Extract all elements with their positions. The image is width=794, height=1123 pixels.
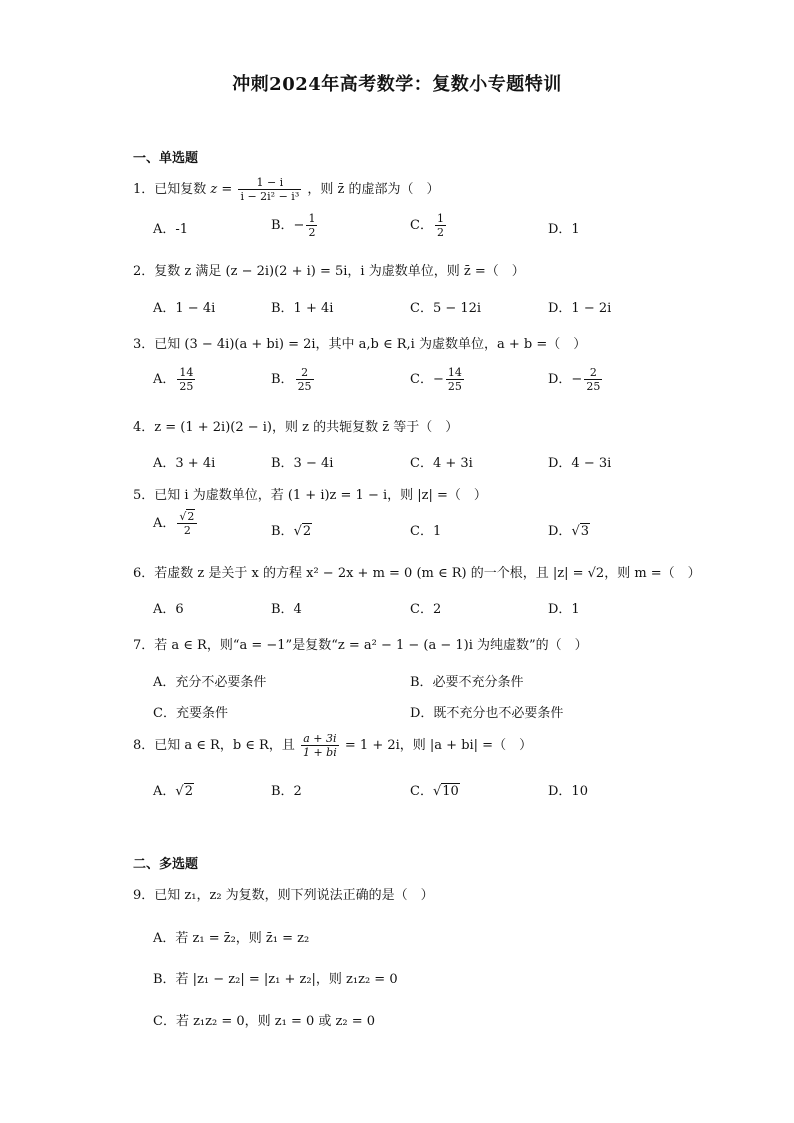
q5-option-a-frac [177,510,197,537]
q8-c-rad: 10 [442,784,459,799]
question-4: 4．z = (1 + 2i)(2 − i)，则 z 的共轭复数 z̄ 等于（ ） [133,420,459,435]
q5-a-den: 2 [183,524,191,537]
q1-z-eq: z = [210,182,233,197]
q5-d-rad: 3 [580,524,590,539]
q1-prefix: 1．已知复数 [133,182,207,197]
q5-a-num: √2 [177,510,197,524]
q4-option-a[interactable]: A．3 + 4i [153,456,216,471]
q3-d-den: 25 [586,380,601,393]
question-7: 7．若 a ∈ R，则“a = −1”是复数“z = a² − 1 − (a − 1)i 为纯虚数”的（ ） [133,638,588,653]
q8-a-rad: 2 [184,784,193,799]
q3-d-num: 2 [584,366,602,380]
q1-option-b-label: B．− [271,218,305,233]
q6-option-d[interactable]: D．1 [548,602,580,617]
q6-option-c[interactable]: C．2 [410,602,442,617]
q3-option-c[interactable] [410,366,466,393]
section-multi-choice: 二、多选题 [133,857,199,872]
q8-suffix: = 1 + 2i，则 |a + bi| =（ ） [344,738,533,753]
q4-option-d[interactable]: D．4 − 3i [548,456,612,471]
section-single-choice: 一、单选题 [133,151,199,166]
q1-c-den: 2 [436,226,444,239]
question-8 [133,732,532,759]
q8-prefix: 8．已知 a ∈ R，b ∈ R，且 [133,738,295,753]
q3-option-b[interactable] [271,366,316,393]
q9-option-a[interactable]: A．若 z₁ = z̄₂，则 z̄₁ = z₂ [153,931,310,946]
q1-c-num: 1 [436,212,444,225]
q3-option-d-label: D．− [548,372,583,387]
q1-option-b-frac [306,212,317,239]
q3-a-num: 14 [179,366,194,379]
q3-c-num: 14 [447,366,462,379]
q9-option-c[interactable]: C．若 z₁z₂ = 0，则 z₁ = 0 或 z₂ = 0 [153,1014,376,1029]
q3-option-a-frac [177,366,195,393]
q1-b-den: 2 [308,226,316,239]
q4-option-b[interactable]: B．3 − 4i [271,456,334,471]
q2-option-b[interactable]: B．1 + 4i [271,301,334,316]
q8-option-c[interactable]: C．√10 [410,784,459,799]
q8-option-a[interactable]: A．√2 [153,784,193,799]
q5-option-b-label: B． [271,524,294,539]
q1-suffix: ，则 z̄ 的虚部为（ ） [307,182,440,197]
question-9: 9．已知 z₁，z₂ 为复数，则下列说法正确的是（ ） [133,888,434,903]
q5-option-a[interactable] [153,510,199,537]
q2-option-d[interactable]: D．1 − 2i [548,301,612,316]
question-6: 6．若虚数 z 是关于 x 的方程 x² − 2x + m = 0 (m ∈ R) 的一个根，且 |z| = √2，则 m =（ ） [133,566,701,581]
q1-option-c[interactable] [410,212,448,239]
q5-option-a-label: A． [153,516,176,531]
q6-option-b[interactable]: B．4 [271,602,302,617]
page-title: 冲刺2024年高考数学：复数小专题特训 [232,74,562,95]
q5-option-c[interactable]: C．1 [410,524,442,539]
q3-option-a[interactable] [153,366,197,393]
q5-option-b[interactable]: B．√2 [271,524,312,539]
q3-option-c-frac [446,366,464,393]
q8-option-b[interactable]: B．2 [271,784,302,799]
q6-option-a[interactable]: A．6 [153,602,184,617]
q4-option-c[interactable]: C．4 + 3i [410,456,473,471]
question-5: 5．已知 i 为虚数单位，若 (1 + i)z = 1 − i，则 |z| =（ ） [133,488,487,503]
q3-b-den: 25 [297,380,312,393]
q3-option-a-label: A． [153,372,176,387]
question-2: 2．复数 z 满足 (z − 2i)(2 + i) = 5i，i 为虚数单位，则 z̄ =（ ） [133,264,525,279]
q3-option-d[interactable] [548,366,604,393]
q7-option-a[interactable]: A．充分不必要条件 [153,675,267,690]
q7-option-c[interactable]: C．充要条件 [153,706,228,721]
q8-denominator: 1 + bi [302,746,337,759]
q7-option-d[interactable]: D．既不充分也不必要条件 [410,706,564,721]
q8-option-d[interactable]: D．10 [548,784,588,799]
q1-option-b[interactable] [271,212,319,239]
q3-b-num: 2 [296,366,314,380]
q3-option-b-label: B． [271,372,294,387]
q5-option-d[interactable]: D．√3 [548,524,590,539]
question-1 [133,176,440,203]
q1-b-num: 1 [308,212,316,225]
q9-option-b[interactable]: B．若 |z₁ − z₂| = |z₁ + z₂|，则 z₁z₂ = 0 [153,972,398,987]
q3-option-d-frac [584,366,602,393]
q1-numerator: 1 − i [238,176,301,190]
q5-option-d-label: D． [548,524,572,539]
q1-denominator: i − 2i² − i³ [240,190,300,203]
q1-option-c-frac [435,212,446,239]
q3-a-den: 25 [179,380,194,393]
q1-option-a[interactable]: A．-1 [153,222,189,237]
q8-fraction [301,732,339,759]
q5-a-rad: 2 [187,510,195,523]
q2-option-c[interactable]: C．5 − 12i [410,301,482,316]
q7-option-b[interactable]: B．必要不充分条件 [410,675,524,690]
q3-option-c-label: C．− [410,372,444,387]
q2-option-a[interactable]: A．1 − 4i [153,301,216,316]
q3-c-den: 25 [447,380,462,393]
q1-fraction [238,176,301,203]
q1-option-d[interactable]: D．1 [548,222,580,237]
question-3: 3．已知 (3 − 4i)(a + bi) = 2i，其中 a,b ∈ R,i 为虚数单位，a + b =（ ） [133,337,587,352]
q8-option-a-label: A． [153,784,176,799]
q3-option-b-frac [296,366,314,393]
q8-numerator: a + 3i [301,732,339,746]
q8-option-c-label: C． [410,784,433,799]
q1-option-c-label: C． [410,218,433,233]
q5-b-rad: 2 [302,524,312,539]
